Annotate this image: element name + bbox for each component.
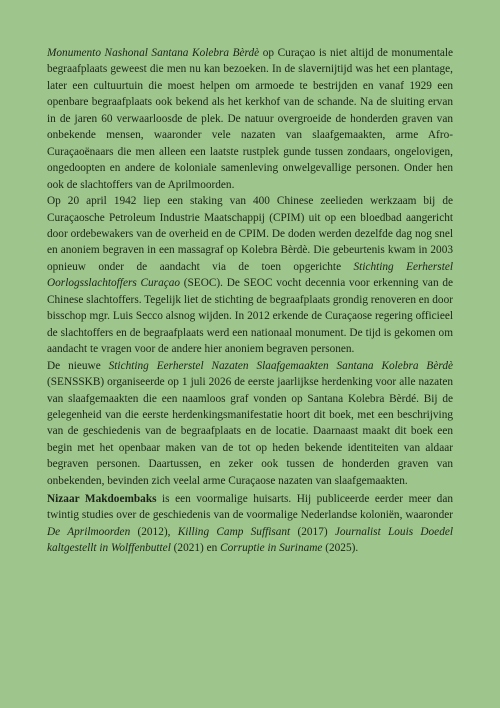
paragraph-text: op Curaçao is niet altijd de monumentale begraafplaats geweest die men nu kan bezoeken. In de slavernijtijd was het een plantage, later een cultuurtuin die moest helpen om armoede te bestrijden en vanaf 1929 een openbare begraafplaats ook bekend als het kerkhof van de schande. Na de sluiting ervan in de jaren 60 verwaarloosde de plek. De natuur overgroeide de honderden graven van onbekende mensen, waaronder vele nazaten van slaafgemaakten, arme Afro-Curaçaoënaars die men alleen een laatste rustplek gunde tussen zondaars, ongelovigen, ongedoopten en andere de koloniale samenleving onwelgevallige personen. Onder hen ook de slachtoffers van de Aprilmoorden. [47, 47, 454, 191]
author-name: Nizaar Makdoembaks [47, 493, 157, 505]
paragraph-aprilmoorden [47, 193, 453, 358]
monument-name: Monumento Nashonal Santana Kolebra Bèrdè [47, 47, 260, 59]
bio-text: is een voormalige huisarts. Hij publiceerde eerder meer dan twintig studies over de geschiedenis van de voormalige Nederlandse koloniën, waaronder [47, 493, 453, 522]
paragraph-text: Op 20 april 1942 liep een staking van 400 Chinese zeelieden werkzaam bij de Curaçaosche Petroleum Industrie Maatschappij (CPIM) uit op een bloedbad aangericht door ordebewakers van de overheid en de CPIM. De doden werden dezelfde dag nog snel en anoniem begraven in een massagraf op Kolebra Bèrdè. Die gebeurtenis kwam in 2003 opnieuw onder de aandacht via de toen opgerichte [47, 195, 453, 273]
book-title: Journalist Louis Doedel kaltgestellt in Wolffenbuttel [47, 525, 453, 555]
author-bio [47, 491, 453, 557]
bio-text: (2021) en [170, 542, 221, 555]
paragraph-history [47, 45, 453, 193]
paragraph-sensskb [47, 358, 453, 490]
foundation-name-sensskb: Stichting Eerherstel Nazaten Slaafgemaakten Santana Kolebra Bèrdè [108, 359, 453, 372]
book-title: De Aprilmoorden [47, 525, 131, 538]
bio-text: (2017) [290, 525, 335, 538]
paragraph-text: (SENSSKB) organiseerde op 1 juli 2026 de eerste jaarlijkse herdenking voor alle nazaten van slaafgemaakten die een naamloos graf vonden op Santana Kolebra Bèrdé. Bij de gelegenheid van die eerste herdenkingsmanifestatie hoort dit boek, met een beschrijving van de geschiedenis van de begraafplaats en de locatie. Daarnaast maakt dit boek een begin met het openbaar maken van de tot op heden bekende identiteiten van aldaar begraven personen. Daartussen, en zeker ook tussen de honderden graven van onbekenden, bevinden zich veelal arme Curaçaose nazaten van slaafgemaakten. [47, 376, 453, 487]
bio-text: (2012), [130, 525, 178, 538]
paragraph-text: (SEOC). De SEOC vocht decennia voor erkenning van de Chinese slachtoffers. Tegelijk liet de stichting de begraafplaats grondig renoveren en door bisschop mgr. Luis Secco alsnog wijden. In 2012 erkende de Curaçaose regering officieel de slachtoffers en de begraafplaats werd een nationaal monument. De tijd is gekomen om aandacht te vragen voor de andere hier anoniem begraven personen. [47, 277, 453, 356]
paragraph-text: De nieuwe [47, 359, 109, 372]
bio-text: (2025). [322, 542, 359, 555]
foundation-name-seoc: Stichting Eerherstel Oorlogsslachtoffers Curaçao [47, 260, 453, 290]
book-title: Corruptie in Suriname [220, 542, 323, 555]
main-description [47, 45, 453, 489]
author-paragraph [47, 491, 453, 557]
book-title: Killing Camp Suffisant [177, 525, 291, 538]
